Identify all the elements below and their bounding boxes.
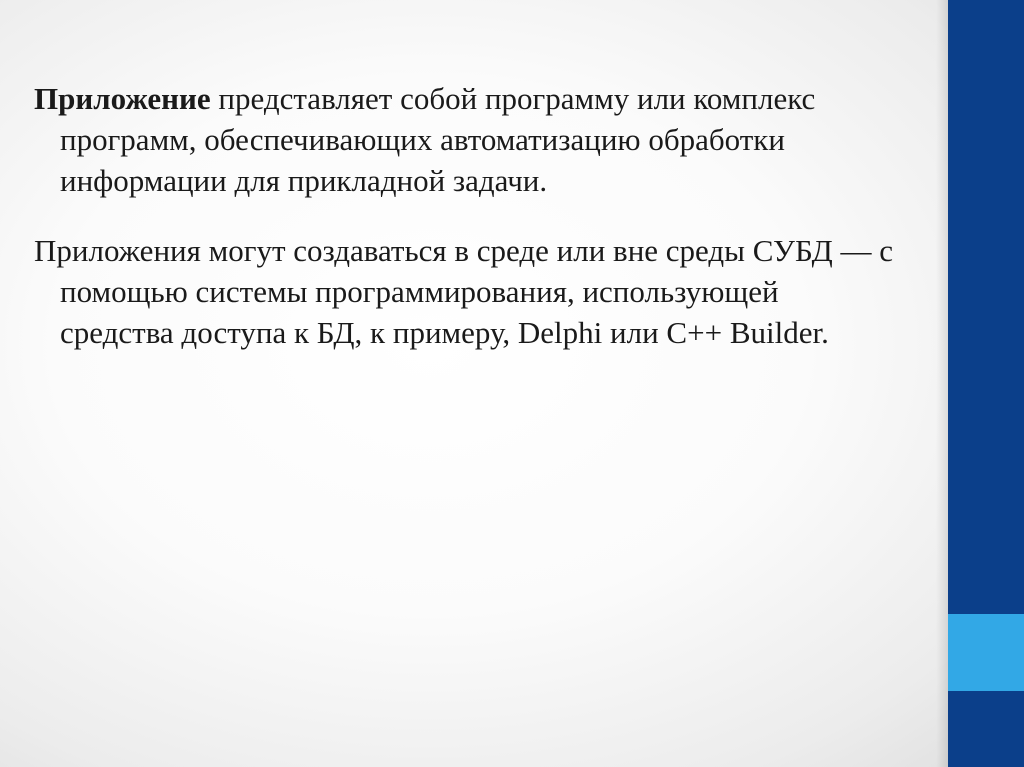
slide-edge-shadow — [936, 0, 948, 767]
development-paragraph: Приложения могут создаваться в среде или вне среды СУБД — с помощью системы программирования, использующей средства доступа к БД, к примеру, Delphi или C++ Builder. — [34, 233, 893, 350]
definition-paragraph — [34, 78, 894, 201]
definition-text: представляет собой программу или комплекс программ, обеспечивающих автоматизацию обработки информации для прикладной задачи. — [60, 81, 816, 198]
definition-term: Приложение — [34, 81, 211, 116]
side-accent-block — [948, 614, 1024, 691]
slide-body — [34, 78, 894, 353]
